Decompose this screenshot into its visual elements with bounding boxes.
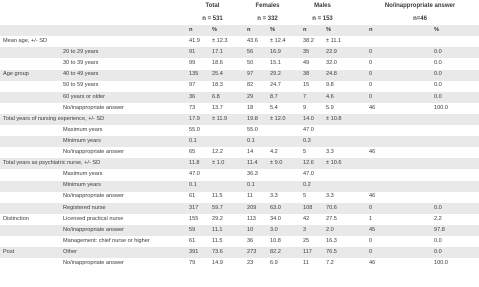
cell-total-n: 36 [189, 93, 196, 100]
cell-females-pct: 16.9 [270, 49, 281, 56]
cell-females-n: 56 [247, 49, 254, 56]
cell-males-n: 11 [303, 260, 309, 267]
cell-females-pct: ± 9.0 [270, 160, 283, 167]
cell-total-pct: ± 11.9 [212, 115, 228, 122]
subheader-males-pct: % [326, 26, 332, 33]
cell-males-n: 9 [303, 104, 307, 111]
cell-total-n: 61 [189, 193, 196, 200]
cell-total-pct: 13.7 [212, 104, 223, 111]
cell-females-n: 10 [247, 226, 254, 233]
cell-females-pct: 34.0 [270, 215, 281, 222]
table-row [0, 192, 479, 203]
subheader-no-answer-n: n [369, 26, 373, 33]
cell-no-answer-n: 0 [369, 93, 373, 100]
cell-no-answer-pct: 2.2 [434, 215, 442, 222]
row-label: No/inappropriate answer [63, 104, 124, 111]
cell-total-pct: 18.6 [212, 60, 223, 67]
cell-females-pct: 63.0 [270, 204, 281, 211]
cell-no-answer-n: 46 [369, 104, 376, 111]
cell-females-pct: 5.4 [270, 104, 278, 111]
cell-total-pct: 29.2 [212, 215, 223, 222]
cell-no-answer-n: 0 [369, 248, 373, 255]
cell-females-n: 18 [247, 104, 254, 111]
row-label: Minimum years [63, 182, 101, 189]
row-sublabel: Licensed practical nurse [63, 215, 124, 222]
header-group-males-n: n = 153 [312, 16, 333, 22]
cell-no-answer-n: 0 [369, 82, 373, 89]
cell-females-n: 55.0 [247, 126, 258, 133]
row-label: 30 to 39 years [63, 60, 99, 67]
cell-total-n: 317 [189, 204, 199, 211]
cell-males-pct: 24.8 [326, 71, 337, 78]
header-group-no-answer: No/inappropriate answer [384, 3, 456, 9]
cell-total-n: 155 [189, 215, 199, 222]
row-label: Maximum years [63, 171, 103, 178]
cell-males-pct: 3.3 [326, 149, 334, 156]
cell-females-n: 82 [247, 82, 254, 89]
row-label: 50 to 59 years [63, 82, 99, 89]
table-row [0, 92, 479, 103]
table-row [0, 103, 479, 114]
table-row [0, 258, 479, 269]
cell-no-answer-pct: 0.0 [434, 49, 442, 56]
cell-total-pct: 6.8 [212, 93, 220, 100]
cell-females-pct: 8.7 [270, 93, 278, 100]
cell-females-n: 0.1 [247, 182, 255, 189]
cell-total-n: 55.0 [189, 126, 200, 133]
cell-males-pct: 7.2 [326, 260, 334, 267]
cell-females-pct: 4.2 [270, 149, 278, 156]
cell-males-n: 117 [303, 248, 312, 255]
cell-no-answer-n: 0 [369, 71, 373, 78]
cell-males-n: 3 [303, 226, 307, 233]
cell-total-n: 11.8 [189, 160, 200, 167]
cell-females-n: 97 [247, 71, 254, 78]
row-label: No/inappropriate answer [63, 226, 124, 233]
cell-females-n: 43.6 [247, 38, 258, 45]
cell-no-answer-pct: 0.0 [434, 71, 442, 78]
cell-males-pct: 27.5 [326, 215, 337, 222]
cell-males-n: 49 [303, 60, 310, 67]
row-label: No/inappropriate answer [63, 149, 124, 156]
table-row [0, 247, 479, 258]
table-row [0, 47, 479, 58]
cell-total-n: 17.9 [189, 115, 200, 122]
table-row [0, 59, 479, 70]
row-label: Post [3, 248, 15, 255]
cell-no-answer-n: 46 [369, 260, 376, 267]
cell-no-answer-n: 0 [369, 204, 373, 211]
header-group-total: Total [205, 3, 220, 9]
row-label: 20 to 29 years [63, 49, 99, 56]
cell-males-pct: 70.6 [326, 204, 337, 211]
subheader-males-n: n [303, 26, 307, 33]
cell-males-n: 7 [303, 93, 307, 100]
cell-total-pct: 73.6 [212, 248, 223, 255]
cell-no-answer-n: 0 [369, 237, 373, 244]
cell-males-pct: ± 10.8 [326, 115, 342, 122]
cell-males-n: 5 [303, 193, 307, 200]
cell-females-n: 19.8 [247, 115, 258, 122]
cell-males-pct: 9.8 [326, 82, 334, 89]
cell-total-pct: 11.1 [212, 226, 223, 233]
cell-females-pct: 15.1 [270, 60, 281, 67]
table-row [0, 158, 479, 169]
subheader-total-pct: % [212, 26, 218, 33]
cell-total-n: 99 [189, 60, 196, 67]
header-group-no-answer-n: n=46 [413, 16, 427, 22]
cell-females-n: 273 [247, 248, 257, 255]
cell-males-pct: 22.9 [326, 49, 337, 56]
cell-no-answer-pct: 0.0 [434, 93, 442, 100]
cell-total-n: 135 [189, 71, 199, 78]
cell-total-pct: ± 1.0 [212, 160, 225, 167]
cell-females-n: 36 [247, 237, 254, 244]
cell-no-answer-pct: 0.0 [434, 82, 442, 89]
cell-females-n: 36.3 [247, 171, 258, 178]
cell-no-answer-n: 45 [369, 226, 376, 233]
row-label: Minimum years [63, 137, 101, 144]
row-label: Total years as psychiatric nurse, +/- SD [3, 160, 101, 167]
cell-total-n: 73 [189, 104, 196, 111]
row-label: No/inappropriate answer [63, 260, 124, 267]
cell-females-n: 11 [247, 193, 253, 200]
cell-total-n: 0.1 [189, 137, 197, 144]
cell-males-pct: 16.3 [326, 237, 337, 244]
table-row [0, 203, 479, 214]
cell-total-n: 59 [189, 226, 196, 233]
cell-males-pct: 32.0 [326, 60, 337, 67]
cell-total-pct: 59.7 [212, 204, 223, 211]
row-label: Total years of nursing experience, +/- SD [3, 115, 105, 122]
cell-males-n: 47.0 [303, 126, 314, 133]
cell-males-n: 38.2 [303, 38, 314, 45]
row-label: No/inappropriate answer [63, 193, 124, 200]
cell-males-n: 15 [303, 82, 310, 89]
cell-females-pct: 6.9 [270, 260, 278, 267]
cell-females-n: 209 [247, 204, 257, 211]
cell-males-pct: 3.3 [326, 193, 334, 200]
cell-total-pct: 12.2 [212, 149, 223, 156]
cell-total-pct: 11.5 [212, 237, 223, 244]
cell-no-answer-pct: 0.0 [434, 60, 442, 67]
subheader-total-n: n [189, 26, 193, 33]
row-label: Management: chief nurse or higher [63, 237, 150, 244]
cell-females-pct: 3.0 [270, 226, 278, 233]
cell-total-n: 97 [189, 82, 196, 89]
cell-no-answer-n: 0 [369, 49, 373, 56]
subheader-no-answer-pct: % [434, 26, 440, 33]
subheader-females-pct: % [270, 26, 276, 33]
header-group-females: Females [255, 3, 280, 9]
table-row [0, 181, 479, 192]
table-row [0, 170, 479, 181]
cell-males-pct: 5.9 [326, 104, 334, 111]
cell-males-pct: 2.0 [326, 226, 334, 233]
cell-males-n: 0.2 [303, 182, 311, 189]
cell-males-pct: 76.5 [326, 248, 337, 255]
cell-males-n: 5 [303, 149, 307, 156]
cell-males-pct: ± 10.6 [326, 160, 342, 167]
cell-females-pct: ± 12.0 [270, 115, 286, 122]
cell-males-n: 0.3 [303, 137, 311, 144]
cell-total-pct: 18.3 [212, 82, 223, 89]
cell-total-n: 47.0 [189, 171, 200, 178]
row-sublabel: Other [63, 248, 77, 255]
table-row [0, 147, 479, 158]
cell-females-n: 14 [247, 149, 254, 156]
cell-no-answer-pct: 0.0 [434, 237, 442, 244]
cell-no-answer-n: 46 [369, 193, 376, 200]
cell-females-n: 113 [247, 215, 256, 222]
cell-total-n: 61 [189, 237, 196, 244]
row-label: Registered nurse [63, 204, 106, 211]
subheader-females-n: n [247, 26, 251, 33]
cell-males-n: 108 [303, 204, 313, 211]
cell-no-answer-pct: 0.0 [434, 204, 442, 211]
table-row [0, 214, 479, 225]
row-label: Distinction [3, 215, 29, 222]
cell-males-pct: 4.6 [326, 93, 334, 100]
cell-no-answer-n: 0 [369, 60, 373, 67]
cell-total-n: 65 [189, 149, 196, 156]
cell-females-pct: 10.8 [270, 237, 281, 244]
header-group-total-n: n = 531 [202, 16, 223, 22]
cell-no-answer-n: 1 [369, 215, 373, 222]
cell-females-n: 11.4 [247, 160, 258, 167]
cell-total-n: 0.1 [189, 182, 197, 189]
cell-total-pct: 25.4 [212, 71, 223, 78]
cell-total-pct: 17.1 [212, 49, 223, 56]
cell-males-n: 38 [303, 71, 310, 78]
cell-total-n: 41.9 [189, 38, 200, 45]
cell-females-n: 23 [247, 260, 254, 267]
cell-total-n: 79 [189, 260, 196, 267]
cell-males-n: 35 [303, 49, 310, 56]
cell-no-answer-pct: 0.0 [434, 248, 442, 255]
header-group-females-n: n = 332 [257, 16, 278, 22]
cell-females-n: 0.1 [247, 137, 255, 144]
cell-females-pct: 29.2 [270, 71, 281, 78]
row-label: 60 years or older [63, 93, 105, 100]
cell-females-pct: 24.7 [270, 82, 281, 89]
cell-no-answer-pct: 100.0 [434, 104, 448, 111]
cell-females-pct: 82.2 [270, 248, 281, 255]
cell-males-pct: ± 11.1 [326, 38, 342, 45]
cell-total-pct: ± 12.3 [212, 38, 228, 45]
table-row [0, 236, 479, 247]
cell-total-n: 91 [189, 49, 196, 56]
cell-females-n: 50 [247, 60, 254, 67]
cell-males-n: 42 [303, 215, 310, 222]
cell-total-n: 391 [189, 248, 199, 255]
cell-no-answer-pct: 100.0 [434, 260, 448, 267]
cell-no-answer-pct: 97.8 [434, 226, 445, 233]
cell-no-answer-n: 46 [369, 149, 376, 156]
table-row [0, 70, 479, 81]
table-row [0, 36, 479, 47]
cell-females-pct: 3.3 [270, 193, 278, 200]
cell-total-pct: 11.5 [212, 193, 223, 200]
row-label: Maximum years [63, 126, 103, 133]
subheader-row [0, 25, 479, 36]
cell-females-n: 29 [247, 93, 254, 100]
row-sublabel: 40 to 49 years [63, 71, 99, 78]
cell-males-n: 25 [303, 237, 310, 244]
cell-males-n: 12.6 [303, 160, 314, 167]
cell-males-n: 14.0 [303, 115, 314, 122]
cell-males-n: 47.0 [303, 171, 314, 178]
cell-females-pct: ± 12.4 [270, 38, 286, 45]
row-label: Age group [3, 71, 29, 78]
row-label: Mean age, +/- SD [3, 38, 47, 45]
header-group-males: Males [314, 3, 331, 9]
table-row [0, 114, 479, 125]
cell-total-pct: 14.9 [212, 260, 223, 267]
table-row [0, 81, 479, 92]
table-row [0, 136, 479, 147]
table-row [0, 125, 479, 136]
table-row [0, 225, 479, 236]
